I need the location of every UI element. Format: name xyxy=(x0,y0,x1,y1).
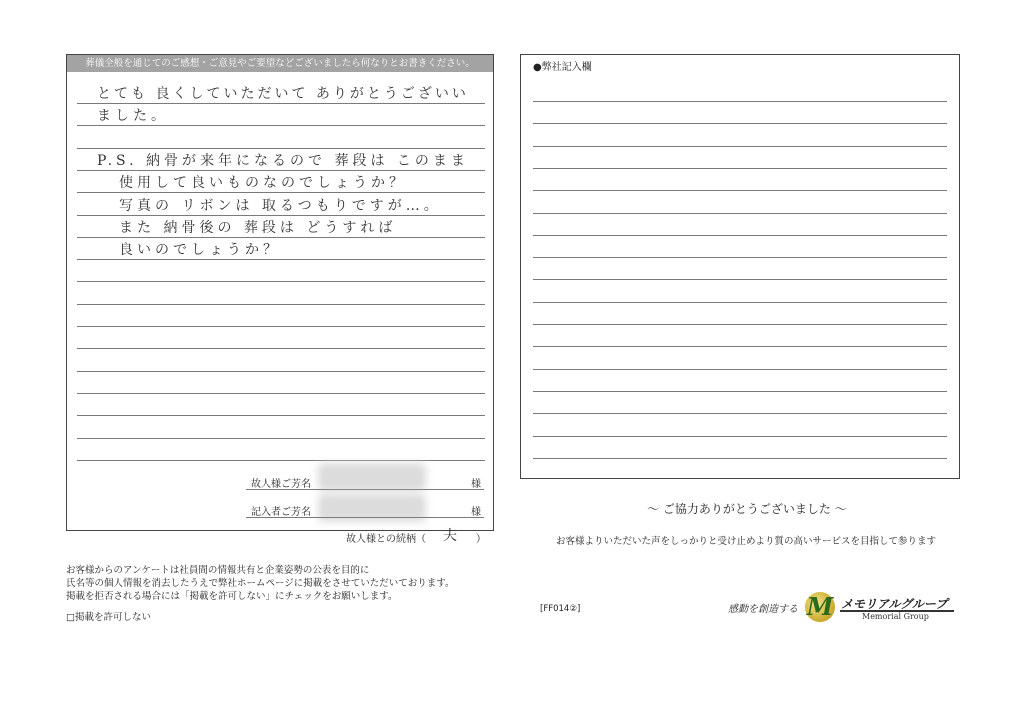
handwritten-line: 写真の リボンは 取るつもりですが…。 xyxy=(119,197,442,214)
ruled-line xyxy=(533,346,947,347)
handwritten-line: ました。 xyxy=(97,108,169,125)
relation-value: 夫 xyxy=(443,528,457,544)
company-logo-mark: M xyxy=(806,592,834,621)
ruled-line xyxy=(77,371,485,372)
writer-name-label: 記入者ご芳名 xyxy=(251,507,311,518)
ruled-line xyxy=(77,259,485,260)
ruled-line xyxy=(533,123,947,124)
ruled-line xyxy=(77,415,485,416)
notice-line-3: 掲載を拒否される場合には「掲載を許可しない」にチェックをお願いします。 xyxy=(66,591,398,602)
ruled-line xyxy=(77,170,485,171)
thanks-message: お客様よりいただいた声をしっかりと受け止めより質の高いサービスを目指して参ります xyxy=(556,536,937,547)
ruled-line xyxy=(77,438,485,439)
handwritten-line: また 納骨後の 葬段は どうすれば xyxy=(119,219,397,236)
company-notes-panel xyxy=(520,54,960,479)
ruled-line xyxy=(77,215,485,216)
relation-close: ） xyxy=(476,534,486,545)
notice-line-2: 氏名等の個人情報を消去したうえで弊社ホームページに掲載をさせていただいております。 xyxy=(66,578,455,589)
ruled-line xyxy=(77,148,485,149)
ruled-line xyxy=(533,279,947,280)
company-name-en: Memorial Group xyxy=(862,612,929,621)
relation-label: 故人様との続柄（ xyxy=(346,534,426,545)
ruled-line xyxy=(533,391,947,392)
ruled-line xyxy=(77,125,485,126)
ruled-line xyxy=(533,369,947,370)
company-slogan: 感動を創造する xyxy=(728,604,798,615)
deceased-honorific: 様 xyxy=(471,479,481,490)
ruled-line xyxy=(533,101,947,102)
ruled-line xyxy=(533,235,947,236)
handwritten-line: P.S. 納骨が来年になるので 葬段は このまま xyxy=(97,152,469,169)
ruled-line xyxy=(533,146,947,147)
handwritten-line: 良いのでしょうか？ xyxy=(119,242,281,259)
handwritten-line: とても 良くしていただいて ありがとうございい xyxy=(97,86,469,102)
writer-name-underline xyxy=(246,517,484,518)
ruled-line xyxy=(77,393,485,394)
thanks-title: ～ ご協力ありがとうございました ～ xyxy=(647,502,847,516)
deceased-name-underline xyxy=(246,489,484,490)
ruled-line xyxy=(533,257,947,258)
ruled-line xyxy=(77,192,485,193)
redacted-deceased-name xyxy=(318,463,426,491)
ruled-line xyxy=(77,460,485,461)
form-code: [FF014②] xyxy=(540,604,581,614)
ruled-line xyxy=(533,436,947,437)
handwritten-line: 使用して良いものなのでしょうか？ xyxy=(119,175,407,192)
publish-opt-out-checkbox[interactable]: □掲載を許可しない xyxy=(66,612,151,623)
notice-line-1: お客様からのアンケートは社員間の情報共有と企業姿勢の公表を目的に xyxy=(66,565,370,576)
ruled-line xyxy=(77,237,485,238)
ruled-line xyxy=(533,213,947,214)
ruled-line xyxy=(77,103,485,104)
ruled-line xyxy=(533,190,947,191)
company-notes-header: ●弊社記入欄 xyxy=(533,62,592,73)
ruled-line xyxy=(533,302,947,303)
ruled-line xyxy=(77,348,485,349)
ruled-line xyxy=(77,326,485,327)
comment-panel-header: 葬儀全般を通じてのご感想・ご意見やご要望などございましたら何なりとお書きください。 xyxy=(67,55,493,72)
ruled-line xyxy=(77,304,485,305)
ruled-line xyxy=(533,168,947,169)
company-name: メモリアルグループ xyxy=(841,597,948,611)
comment-panel xyxy=(66,54,494,531)
ruled-line xyxy=(533,324,947,325)
ruled-line xyxy=(77,281,485,282)
ruled-line xyxy=(533,458,947,459)
deceased-name-label: 故人様ご芳名 xyxy=(251,479,311,490)
writer-honorific: 様 xyxy=(471,507,481,518)
ruled-line xyxy=(533,413,947,414)
